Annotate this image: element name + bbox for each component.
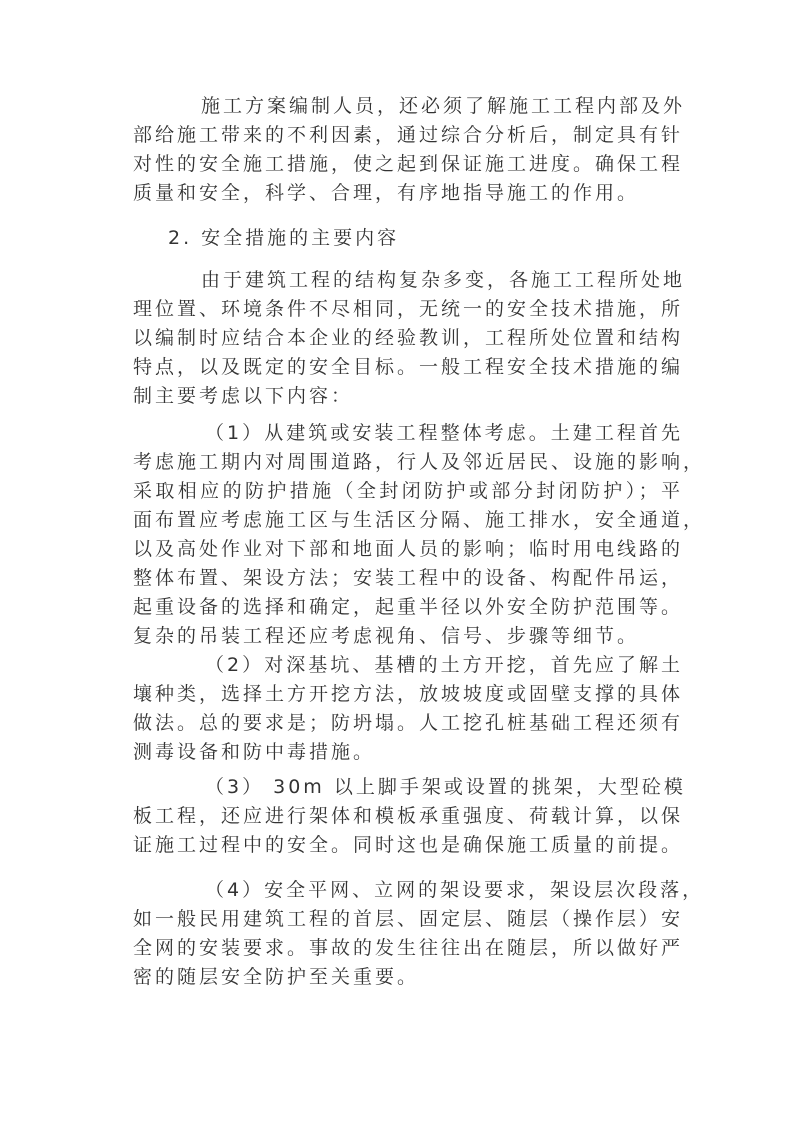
text-line: （1）从建筑或安装工程整体考虑。土建工程首先 — [205, 422, 683, 444]
text-line: 由于建筑工程的结构复杂多变，各施工工程所处地 — [201, 269, 686, 291]
text-line: （2）对深基坑、基槽的土方开挖，首先应了解土 — [205, 654, 683, 676]
text-line: 理位置、环境条件不尽相同，无统一的安全技术措施，所 — [133, 298, 684, 320]
text-line: 以编制时应结合本企业的经验教训，工程所处位置和结构 — [133, 327, 684, 349]
text-line: 制主要考虑以下内容： — [133, 385, 354, 407]
text-line: 密的随层安全防护至关重要。 — [133, 966, 420, 988]
text-line: 特点，以及既定的安全目标。一般工程安全技术措施的编 — [133, 356, 684, 378]
text-line: 采取相应的防护措施（全封闭防护或部分封闭防护）；平 — [133, 480, 683, 502]
text-line: 整体布置、架设方法；安装工程中的设备、构配件吊运， — [133, 567, 684, 589]
text-line: 测毒设备和防中毒措施。 — [133, 741, 376, 763]
text-line: 如一般民用建筑工程的首层、固定层、随层（操作层）安 — [133, 908, 684, 930]
text-line: （4）安全平网、立网的架设要求，架设层次段落， — [205, 879, 705, 901]
text-line: 面布置应考虑施工区与生活区分隔、施工排水，安全通道， — [133, 509, 706, 531]
text-line: 施工方案编制人员，还必须了解施工工程内部及外 — [201, 95, 686, 117]
text-line: 以及高处作业对下部和地面人员的影响；临时用电线路的 — [133, 538, 684, 560]
item-4-paragraph — [133, 876, 705, 992]
text-line: 壤种类，选择土方开挖方法，放坡坡度或固壁支撑的具体 — [133, 683, 684, 705]
text-line: （3） 30m 以上脚手架或设置的挑架，大型砼模 — [205, 776, 686, 798]
section-heading: 2. 安全措施的主要内容 — [168, 227, 400, 249]
text-line: 做法。总的要求是；防坍塌。人工挖孔桩基础工程还须有 — [133, 712, 684, 734]
text-line: 对性的安全施工措施，使之起到保证施工进度。确保工程 — [133, 153, 684, 175]
text-line: 证施工过程中的安全。同时这也是确保施工质量的前提。 — [133, 834, 684, 856]
text-line: 板工程，还应进行架体和模板承重强度、荷载计算，以保 — [133, 805, 684, 827]
text-line: 复杂的吊装工程还应考虑视角、信号、步骤等细节。 — [133, 625, 640, 647]
text-line: 起重设备的选择和确定，起重半径以外安全防护范围等。 — [133, 596, 684, 618]
overview-paragraph — [133, 266, 686, 411]
text-line: 全网的安装要求。事故的发生往往出在随层，所以做好严 — [133, 937, 684, 959]
item-2-paragraph — [133, 651, 683, 767]
item-3-paragraph — [133, 773, 686, 860]
intro-paragraph — [133, 92, 686, 208]
text-line: 部给施工带来的不利因素，通过综合分析后，制定具有针 — [133, 124, 684, 146]
text-line: 考虑施工期内对周围道路，行人及邻近居民、设施的影响， — [133, 451, 706, 473]
item-1-paragraph — [133, 419, 706, 651]
text-line: 质量和安全，科学、合理，有序地指导施工的作用。 — [133, 182, 640, 204]
